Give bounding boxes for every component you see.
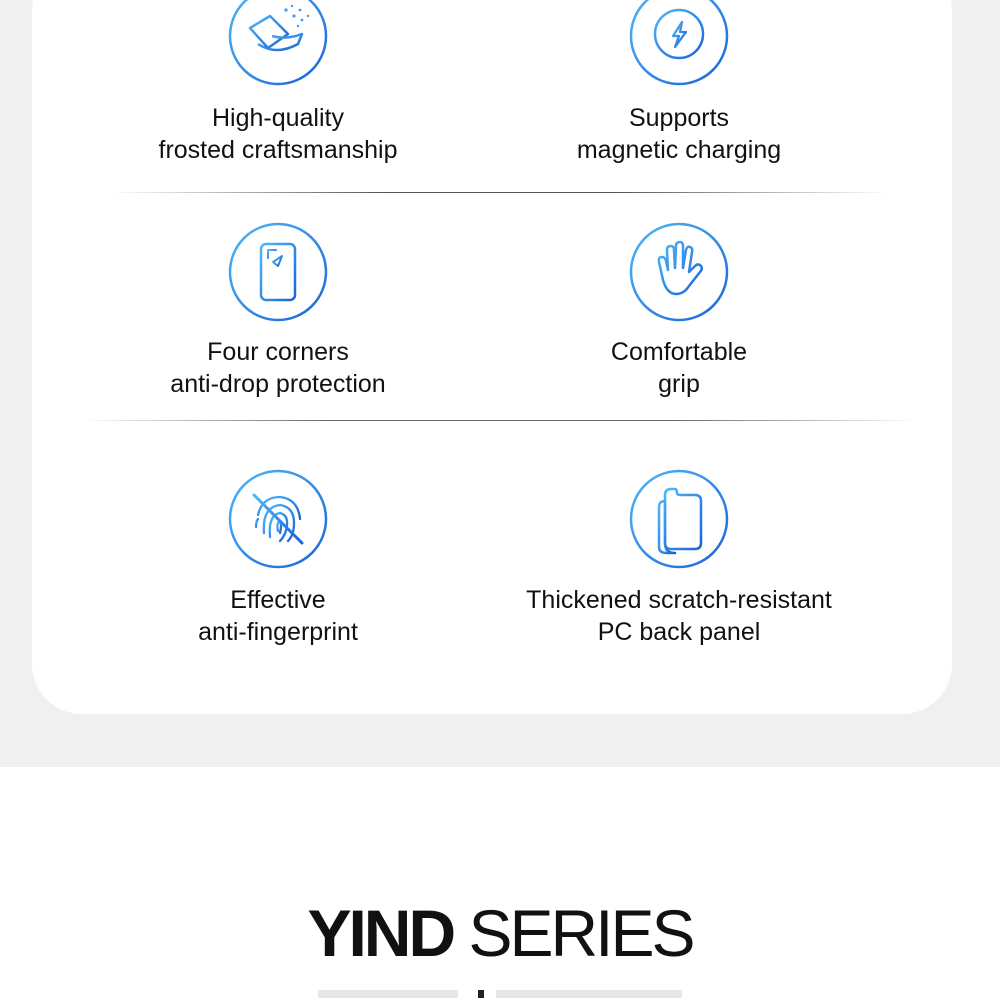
feature-line-2: frosted craftsmanship: [158, 136, 398, 164]
series-brand: YIND: [307, 896, 454, 970]
phone-corner-protection-icon: [228, 222, 328, 322]
feature-line-2: magnetic charging: [576, 136, 782, 164]
frosted-surface-icon: [228, 0, 328, 86]
cut-off-text-fragment: [496, 990, 682, 998]
back-panel-icon: [629, 469, 729, 569]
anti-fingerprint-icon: [228, 469, 328, 569]
feature-frosted-text: [68, 102, 488, 166]
feature-grip-text: [469, 336, 889, 400]
feature-line-1: Effective: [230, 586, 326, 614]
feature-magnetic-text: [469, 102, 889, 166]
feature-line-1: Supports: [628, 104, 730, 132]
feature-corners-text: [68, 336, 488, 400]
feature-fingerprint-text: [68, 584, 488, 648]
feature-line-2: grip: [658, 370, 700, 398]
feature-line-1: Comfortable: [610, 338, 748, 366]
magnetic-charging-icon: [629, 0, 729, 86]
feature-line-2: anti-drop protection: [170, 370, 386, 398]
series-word: SERIES: [468, 896, 693, 970]
cut-off-text-fragment: [318, 990, 458, 998]
feature-line-2: PC back panel: [597, 618, 761, 646]
feature-line-2: anti-fingerprint: [198, 618, 358, 646]
feature-back-panel-text: [469, 584, 889, 648]
cut-off-text-fragment: [478, 990, 484, 998]
series-heading: [0, 893, 1000, 973]
feature-line-1: Four corners: [207, 338, 349, 366]
row-divider: [110, 192, 890, 193]
feature-line-1: Thickened scratch-resistant: [526, 586, 832, 614]
hand-grip-icon: [629, 222, 729, 322]
row-divider: [80, 420, 920, 421]
feature-line-1: High-quality: [211, 104, 344, 132]
